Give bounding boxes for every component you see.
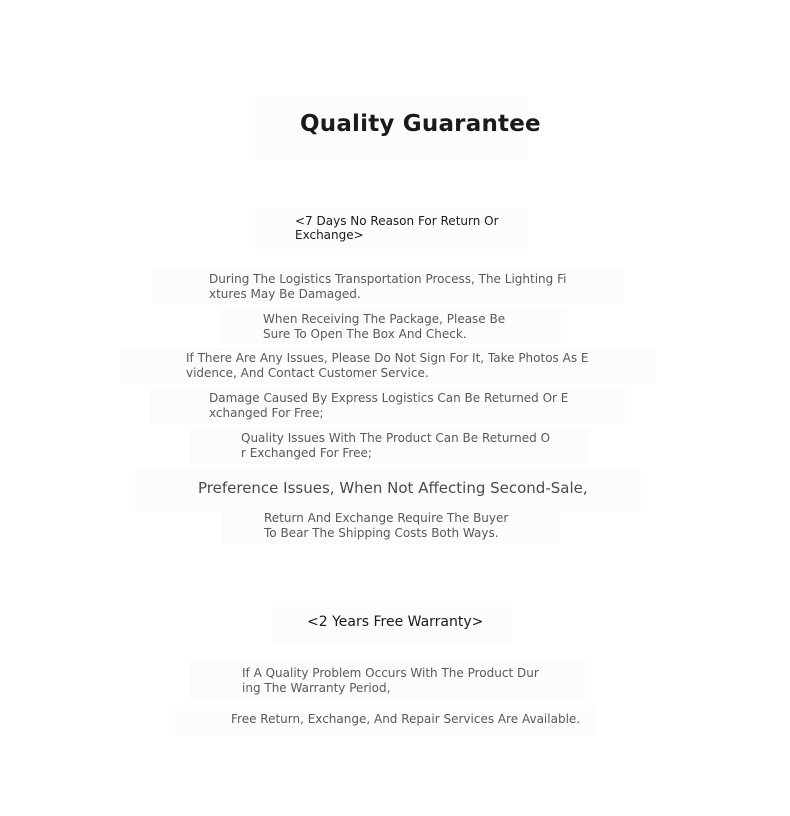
paragraph-block xyxy=(190,428,590,464)
shipping-cost-text: Return And Exchange Require The Buyer To Bear The Shipping Costs Both Ways. xyxy=(264,511,509,540)
paragraph-block xyxy=(190,660,585,700)
return-policy-heading-block xyxy=(255,209,528,249)
warranty-quality-text: If A Quality Problem Occurs With The Product During The Warranty Period, xyxy=(242,666,539,695)
express-damage-text: Damage Caused By Express Logistics Can Be Returned Or Exchanged For Free; xyxy=(209,391,569,420)
paragraph-block xyxy=(120,348,656,384)
contact-service-text: If There Are Any Issues, Please Do Not Sign For It, Take Photos As Evidence, And Contact Customer Service. xyxy=(186,351,589,380)
preference-issue-text: Preference Issues, When Not Affecting Second-Sale, xyxy=(198,479,588,497)
warranty-heading-block xyxy=(272,602,512,642)
paragraph-block xyxy=(175,706,595,736)
paragraph-block xyxy=(222,508,560,544)
logistics-damage-text: During The Logistics Transportation Process, The Lighting Fixtures May Be Damaged. xyxy=(209,272,567,301)
check-package-text: When Receiving The Package, Please Be Sure To Open The Box And Check. xyxy=(263,312,506,341)
return-policy-heading: <7 Days No Reason For Return Or Exchange> xyxy=(295,214,499,242)
paragraph-block xyxy=(152,268,624,304)
paragraph-block xyxy=(220,309,565,345)
warranty-heading: <2 Years Free Warranty> xyxy=(307,614,484,630)
free-service-text: Free Return, Exchange, And Repair Services Are Available. xyxy=(231,712,581,726)
paragraph-block xyxy=(150,388,625,424)
page-title-block xyxy=(255,97,541,159)
paragraph-block xyxy=(135,470,641,512)
quality-issue-text: Quality Issues With The Product Can Be Returned Or Exchanged For Free; xyxy=(241,431,551,460)
page-title: Quality Guarantee xyxy=(300,111,541,137)
